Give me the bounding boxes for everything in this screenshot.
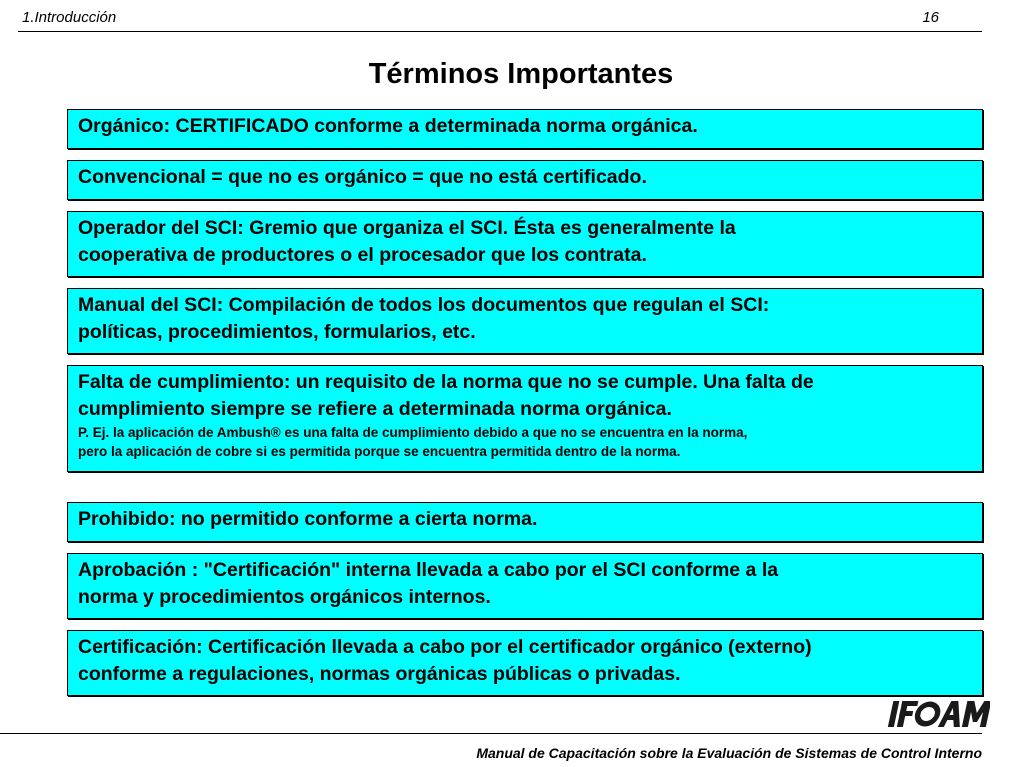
term-example-line: P. Ej. la aplicación de Ambush® es una falta de cumplimiento debido a que no se encuentra en la norma, [78,425,748,440]
footer-manual-title: Manual de Capacitación sobre la Evaluación de Sistemas de Control Interno [476,745,982,761]
term-line: cumplimiento siempre se refiere a determinada norma orgánica. [78,398,672,420]
term-box-manual [67,288,983,354]
header-divider [18,31,982,32]
footer-divider [0,733,982,734]
term-line: Operador del SCI: Gremio que organiza el SCI. Ésta es generalmente la [78,217,736,239]
term-example-line: pero la aplicación de cobre si es permitida porque se encuentra permitida dentro de la norma. [78,444,681,459]
page-number: 16 [922,9,939,26]
term-box-organico [67,109,983,149]
term-line: Aprobación : "Certificación" interna llevada a cabo por el SCI conforme a la [78,559,779,581]
term-box-convencional [67,160,983,200]
term-line: Falta de cumplimiento: un requisito de la norma que no se cumple. Una falta de [78,371,814,393]
ifoam-logo [886,698,990,730]
term-box-prohibido [67,502,983,542]
term-box-falta-cumplimiento [67,365,983,472]
term-box-operador [67,211,983,277]
term-box-aprobacion [67,553,983,619]
term-line: Certificación: Certificación llevada a cabo por el certificador orgánico (externo) [78,636,812,658]
page-title: Términos Importantes [368,58,674,90]
header-section-label: 1.Introducción [22,9,117,26]
term-line: Manual del SCI: Compilación de todos los documentos que regulan el SCI: [78,294,770,316]
term-line: Prohibido: no permitido conforme a cierta norma. [78,508,538,530]
term-line: norma y procedimientos orgánicos internos. [78,586,491,608]
term-line: Orgánico: CERTIFICADO conforme a determinada norma orgánica. [78,115,698,137]
term-line: cooperativa de productores o el procesador que los contrata. [78,244,647,266]
term-line: políticas, procedimientos, formularios, etc. [78,321,476,343]
term-box-certificacion [67,630,983,696]
term-line: conforme a regulaciones, normas orgánicas públicas o privadas. [78,663,681,685]
term-line: Convencional = que no es orgánico = que no está certificado. [78,166,647,188]
